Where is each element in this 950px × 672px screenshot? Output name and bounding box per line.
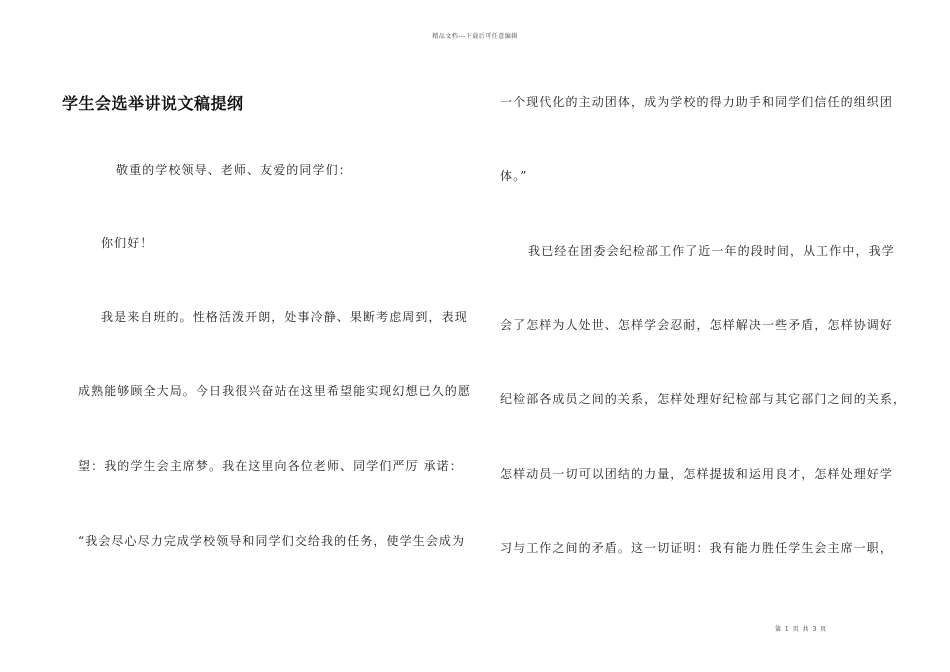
paragraph-line: 成熟能够顾全大局。今日我很兴奋站在这里希望能实现幻想已久的愿: [78, 384, 472, 398]
paragraph-line: 会了怎样为人处世、怎样学会忍耐，怎样解决一些矛盾，怎样协调好: [500, 318, 894, 332]
page-header: 精品文档---下载后可任意编辑: [432, 33, 518, 40]
page-footer: 第 1 页 共 3 页: [775, 626, 828, 633]
paragraph-line: 习与工作之间的矛盾。这一切证明：我有能力胜任学生会主席一职，: [500, 541, 894, 555]
paragraph-line: 我是来自班的。性格活泼开朗，处事冷静、果断考虑周到，表现: [101, 310, 468, 324]
salutation: 敬重的学校领导、老师、友爱的同学们：: [116, 163, 352, 177]
paragraph-line: 怎样动员一切可以团结的力量，怎样提拔和运用良才，怎样处理好学: [500, 467, 894, 481]
greeting: 你们好！: [101, 236, 154, 250]
paragraph-line: 纪检部各成员之间的关系，怎样处理好纪检部与其它部门之间的关系，: [500, 392, 907, 406]
document-title: 学生会选举讲说文稿提纲: [62, 94, 244, 113]
paragraph-line: 望：我的学生会主席梦。我在这里向各位老师、同学们严厉 承诺：: [78, 459, 463, 473]
paragraph-line: 体。”: [500, 169, 528, 183]
paragraph-line: 我已经在团委会纪检部工作了近一年的段时间，从工作中，我学: [528, 244, 895, 258]
paragraph-line: “我会尽心尽力完成学校领导和同学们交给我的任务，使学生会成为: [78, 534, 466, 548]
paragraph-line: 一个现代化的主动团体，成为学校的得力助手和同学们信任的组织团: [500, 95, 894, 109]
